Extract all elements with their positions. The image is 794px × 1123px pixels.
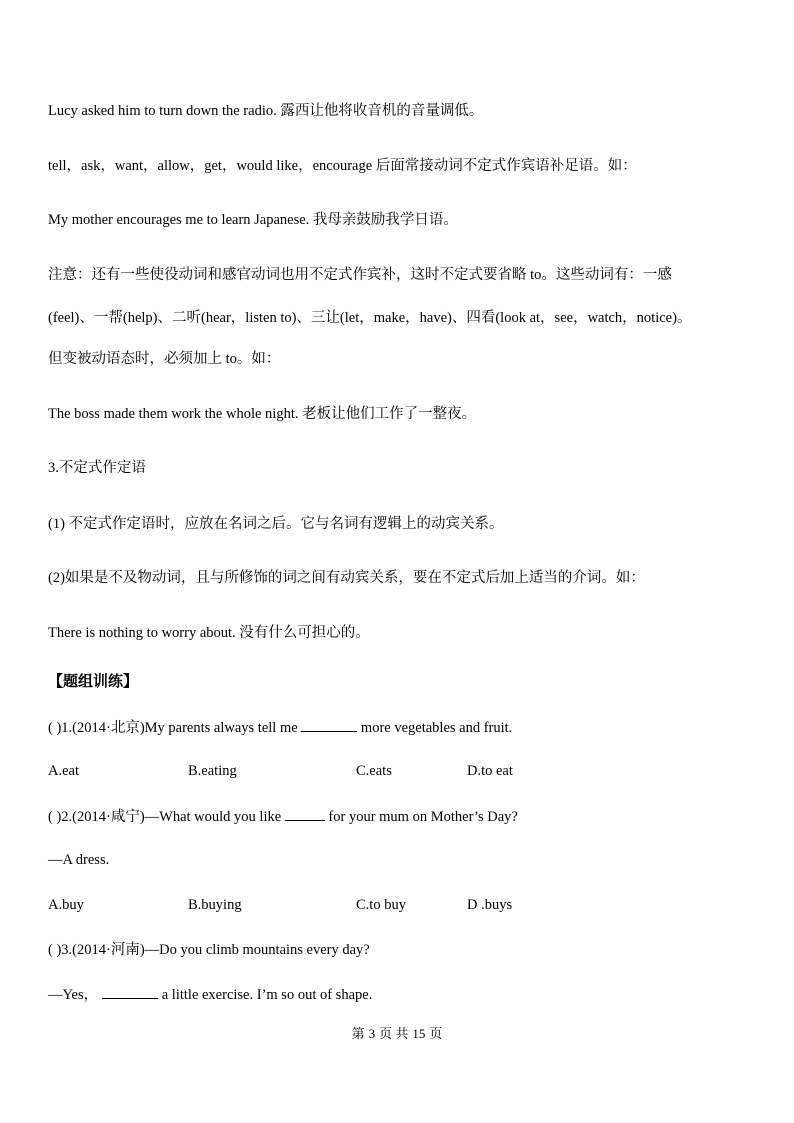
question-2-stem: ( )2.(2014·咸宁)—What would you like bbox=[48, 809, 285, 825]
question-3-blank[interactable] bbox=[102, 984, 158, 999]
footer-label-page: 第 bbox=[351, 1026, 365, 1041]
paragraph-rule-1: (1) 不定式作定语时，应放在名词之后。它与名词有逻辑上的动宾关系。 bbox=[48, 516, 504, 532]
question-3: ( )3.(2014·河南)—Do you climb mountains every day? bbox=[48, 942, 370, 958]
footer-total-pages: 15 bbox=[412, 1026, 426, 1041]
paragraph-boss-example: The boss made them work the whole night. 老板让他们工作了一整夜。 bbox=[48, 406, 477, 422]
question-1-option-a[interactable]: A.eat bbox=[48, 763, 79, 779]
paragraph-note-line1: 注意：还有一些使役动词和感官动词也用不定式作宾补，这时不定式要省略 to。这些动词有：一感 bbox=[48, 267, 672, 283]
question-2-option-b[interactable]: B.buying bbox=[188, 897, 242, 913]
question-1 bbox=[48, 717, 512, 738]
exercise-heading: 【题组训练】 bbox=[48, 674, 139, 690]
paragraph-verbs-list: tell，ask，want，allow，get，would like，encourage 后面常接动词不定式作宾语补足语。如： bbox=[48, 158, 637, 174]
paragraph-mother-example: My mother encourages me to learn Japanese. 我母亲鼓励我学日语。 bbox=[48, 212, 458, 228]
paragraph-note-line3: 但变被动语态时，必须加上 to。如： bbox=[48, 351, 281, 367]
question-3-answer-end: a little exercise. I’m so out of shape. bbox=[158, 987, 373, 1003]
question-1-blank[interactable] bbox=[301, 717, 357, 732]
question-2-blank[interactable] bbox=[285, 806, 325, 821]
question-1-stem-end: more vegetables and fruit. bbox=[357, 720, 513, 736]
question-2-option-a[interactable]: A.buy bbox=[48, 897, 84, 913]
question-2-option-d[interactable]: D .buys bbox=[467, 897, 513, 913]
section-title-attributive: 3.不定式作定语 bbox=[48, 460, 146, 476]
paragraph-lucy: Lucy asked him to turn down the radio. 露西让他将收音机的音量调低。 bbox=[48, 103, 484, 119]
question-2-option-c[interactable]: C.to buy bbox=[356, 897, 406, 913]
question-1-stem: ( )1.(2014·北京)My parents always tell me bbox=[48, 720, 302, 736]
paragraph-worry-example: There is nothing to worry about. 没有什么可担心的。 bbox=[48, 625, 370, 641]
question-1-option-b[interactable]: B.eating bbox=[188, 763, 237, 779]
question-3-answer-line bbox=[48, 984, 372, 1005]
question-3-answer-start: —Yes， bbox=[48, 987, 99, 1003]
footer-label-end: 页 bbox=[429, 1026, 443, 1041]
paragraph-rule-2: (2)如果是不及物动词，且与所修饰的词之间有动宾关系，要在不定式后加上适当的介词。如： bbox=[48, 570, 645, 586]
footer-label-of: 页 共 bbox=[379, 1026, 409, 1041]
question-2-stem-end: for your mum on Mother’s Day? bbox=[324, 809, 518, 825]
question-2 bbox=[48, 806, 518, 827]
page-footer bbox=[0, 1024, 794, 1044]
question-1-option-c[interactable]: C.eats bbox=[356, 763, 392, 779]
paragraph-note-line2: (feel)、一帮(help)、二听(hear，listen to)、三让(let，make，have)、四看(look at，see，watch，notice)。 bbox=[48, 310, 692, 326]
question-2-answer-line: —A dress. bbox=[48, 852, 110, 868]
footer-current-page: 3 bbox=[368, 1026, 376, 1041]
question-1-option-d[interactable]: D.to eat bbox=[467, 763, 513, 779]
